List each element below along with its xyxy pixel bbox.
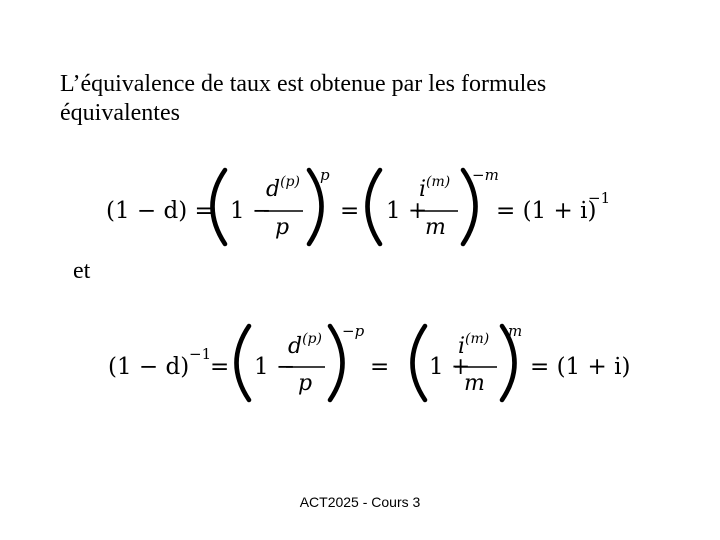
formula-1-rhs-exponent: −1	[588, 189, 611, 207]
formula-1	[100, 160, 620, 252]
formula-1-open-paren-2	[368, 170, 381, 244]
formula-1-open-paren-1	[213, 170, 226, 244]
formula-2-paren1-lead: 1 −	[254, 354, 296, 380]
formula-2-paren1-exponent: −p	[342, 322, 365, 340]
formula-1-paren1-lead: 1 −	[230, 198, 272, 224]
formula-1-paren1-exponent: p	[320, 166, 330, 184]
formula-2	[102, 318, 631, 410]
formula-1-paren1-numerator	[266, 174, 300, 202]
formula-2-equals-1: =	[370, 354, 390, 380]
formula-1-rhs: = (1 + i)	[496, 198, 597, 224]
formula-2-paren1-numerator-sup: (p)	[302, 331, 322, 347]
slide-footer: ACT2025 - Cours 3	[299, 494, 421, 510]
formula-2-paren2-numerator-sup: (m)	[465, 331, 490, 347]
formula-1-paren2-numerator	[419, 174, 450, 202]
intro-text	[60, 70, 660, 128]
formula-2-close-paren-1	[330, 326, 343, 400]
formula-1-paren2-numerator-sup: (m)	[426, 174, 451, 190]
formula-2-lhs-exponent: −1	[189, 345, 212, 363]
formula-2-lhs: (1 − d)	[108, 354, 190, 380]
formula-1-equals-1: =	[340, 198, 360, 224]
formula-1-lhs: (1 − d) =	[106, 198, 214, 224]
formula-2-paren2-denominator: m	[464, 371, 485, 396]
formula-2-paren2-numerator	[458, 331, 489, 359]
formula-2-equals-0: =	[210, 354, 230, 380]
formula-2-paren1-numerator	[288, 331, 322, 359]
formula-2-open-paren-2	[413, 326, 426, 400]
formula-2-rhs: = (1 + i)	[530, 354, 631, 380]
intro-line-2: équivalentes	[60, 100, 180, 126]
connector-text: et	[73, 258, 91, 284]
formula-2-paren1-denominator: p	[298, 371, 313, 396]
formula-1-paren2-exponent: −m	[472, 166, 499, 184]
formula-1-paren1-numerator-base: d	[266, 177, 281, 202]
formula-2-paren1-numerator-base: d	[288, 334, 303, 359]
formula-2-paren2-lead: 1 +	[429, 354, 471, 380]
formula-1-paren2-numerator-base: i	[419, 177, 427, 202]
formula-1-paren2-lead: 1 +	[386, 198, 428, 224]
formula-1-paren1-denominator: p	[275, 215, 290, 240]
formula-1-paren1-numerator-sup: (p)	[280, 174, 300, 190]
formula-1-paren2-denominator: m	[425, 215, 446, 240]
intro-line-1: L’équivalence de taux est obtenue par les formules	[60, 71, 547, 97]
formula-2-open-paren-1	[237, 326, 250, 400]
formula-2-paren2-exponent: m	[508, 322, 523, 340]
formula-2-paren2-numerator-base: i	[458, 334, 466, 359]
